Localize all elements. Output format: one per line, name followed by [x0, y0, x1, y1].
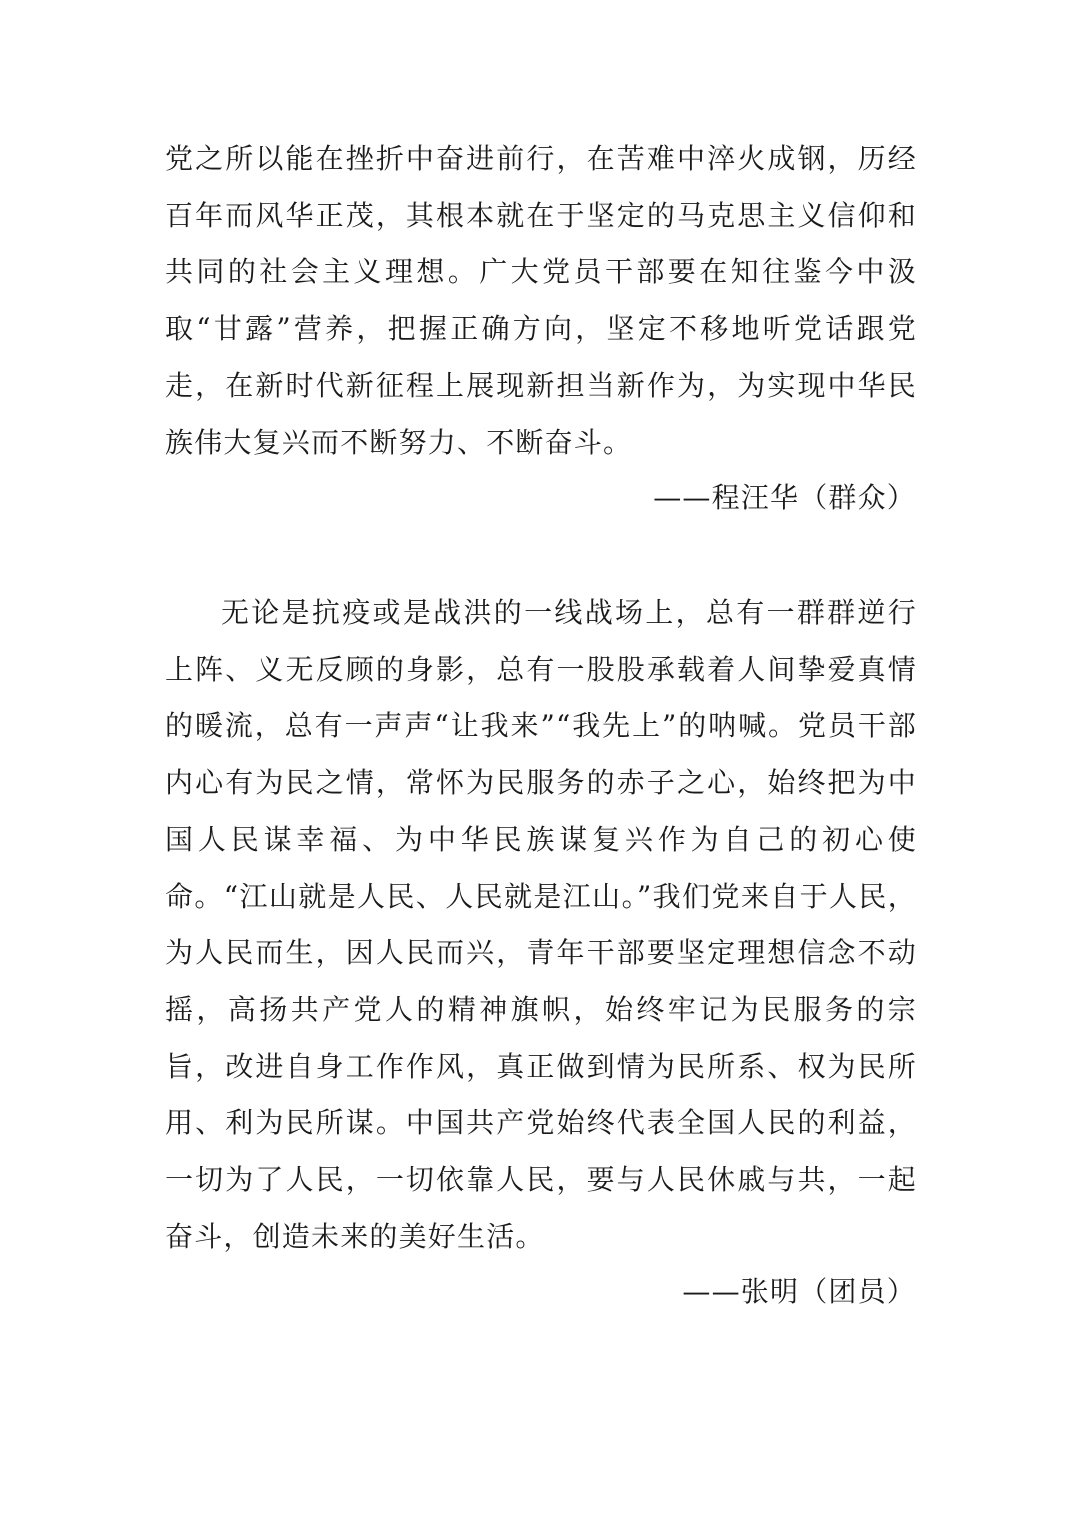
paragraph-2: 无论是抗疫或是战洪的一线战场上，总有一群群逆行上阵、义无反顾的身影，总有一股股承载着人间挚爱真情的暖流，总有一声声“让我来”“我先上”的呐喊。党员干部内心有为民之情，常怀为民服务的赤子之心，始终把为中国人民谋幸福、为中华民族谋复兴作为自己的初心使命。“江山就是人民、人民就是江山。”我们党来自于人民，为人民而生，因人民而兴，青年干部要坚定理想信念不动摇，高扬共产党人的精神旗帜，始终牢记为民服务的宗旨，改进自身工作作风，真正做到情为民所系、权为民所用、利为民所谋。中国共产党始终代表全国人民的利益，一切为了人民，一切依靠人民，要与人民休戚与共，一起奋斗，创造未来的美好生活。 [165, 596, 917, 1253]
signature-1: ——程汪华（群众） [653, 481, 916, 514]
signature-2: ——张明（团员） [682, 1275, 916, 1308]
paragraph-1: 党之所以能在挫折中奋进前行，在苦难中淬火成钢，历经百年而风华正茂，其根本就在于坚定的马克思主义信仰和共同的社会主义理想。广大党员干部要在知往鉴今中汲取“甘露”营养，把握正确方向，坚定不移地听党话跟党走，在新时代新征程上展现新担当新作为，为实现中华民族伟大复兴而不断努力、不断奋斗。 [165, 142, 917, 459]
